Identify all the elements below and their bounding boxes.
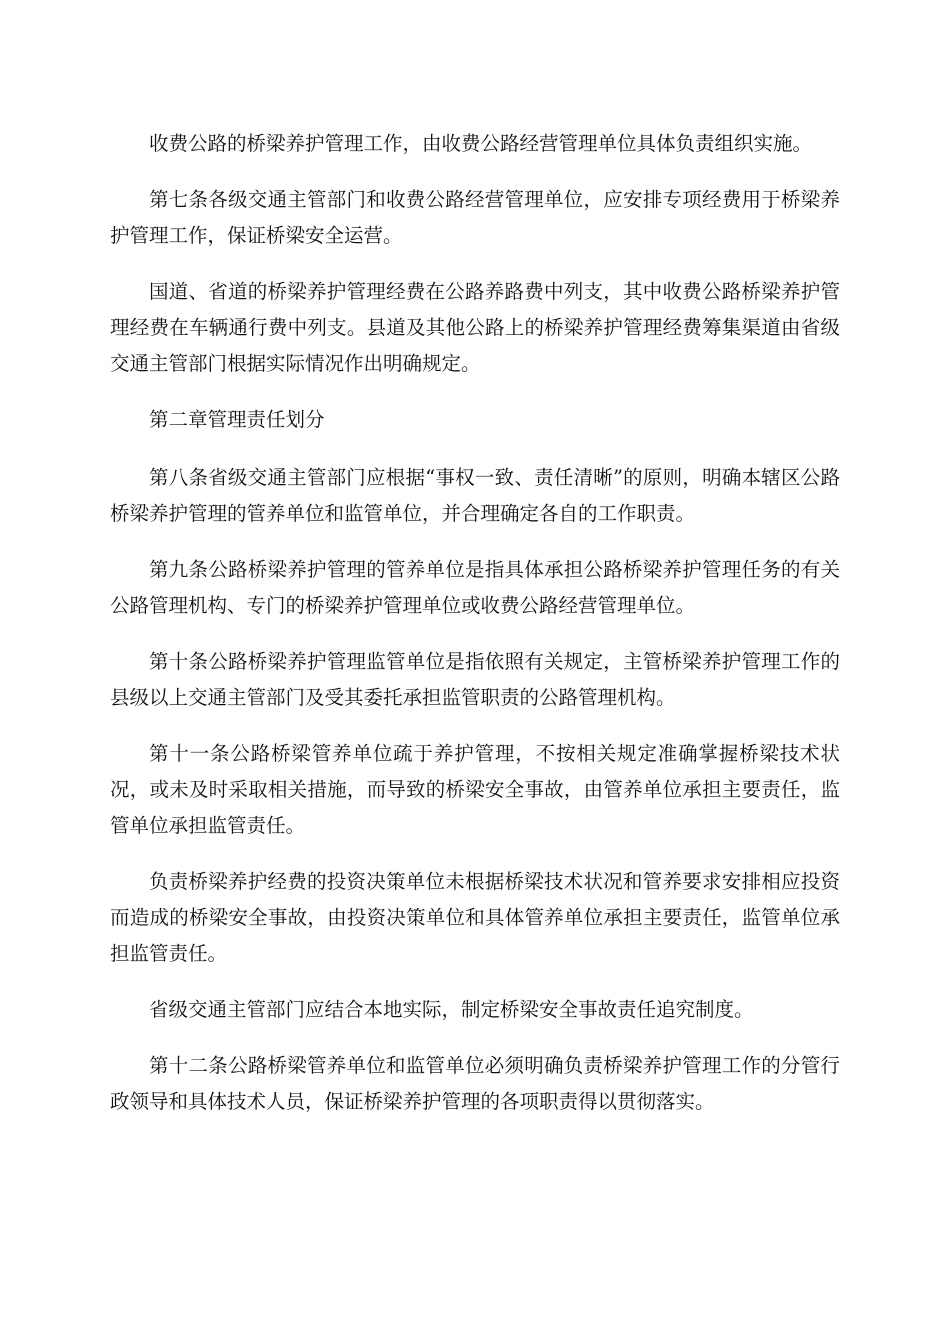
paragraph-article-8: 第八条省级交通主管部门应根据“事权一致、责任清晰”的原则，明确本辖区公路桥梁养护管理的管养单位和监管单位，并合理确定各自的工作职责。	[110, 466, 840, 525]
paragraph-article-11: 第十一条公路桥梁管养单位疏于养护管理，不按相关规定准确掌握桥梁技术状况，或未及时采取相关措施，而导致的桥梁安全事故，由管养单位承担主要责任，监管单位承担监管责任。	[110, 742, 840, 837]
paragraph-article-12: 第十二条公路桥梁管养单位和监管单位必须明确负责桥梁养护管理工作的分管行政领导和具体技术人员，保证桥梁养护管理的各项职责得以贯彻落实。	[110, 1054, 840, 1113]
paragraph-article-7: 第七条各级交通主管部门和收费公路经营管理单位，应安排专项经费用于桥梁养护管理工作，保证桥梁安全运营。	[110, 188, 840, 247]
paragraph-investment-responsibility: 负责桥梁养护经费的投资决策单位未根据桥梁技术状况和管养要求安排相应投资而造成的桥梁安全事故，由投资决策单位和具体管养单位承担主要责任，监管单位承担监管责任。	[110, 870, 840, 965]
paragraph-accountability-system: 省级交通主管部门应结合本地实际，制定桥梁安全事故责任追究制度。	[149, 998, 754, 1021]
document-body	[110, 126, 840, 1140]
chapter-heading-2: 第二章管理责任划分	[149, 408, 325, 431]
paragraph-toll-road-maintenance: 收费公路的桥梁养护管理工作，由收费公路经营管理单位具体负责组织实施。	[149, 132, 813, 155]
paragraph-article-10: 第十条公路桥梁养护管理监管单位是指依照有关规定，主管桥梁养护管理工作的县级以上交通主管部门及受其委托承担监管职责的公路管理机构。	[110, 650, 840, 709]
paragraph-funding-sources: 国道、省道的桥梁养护管理经费在公路养路费中列支，其中收费公路桥梁养护管理经费在车辆通行费中列支。县道及其他公路上的桥梁养护管理经费筹集渠道由省级交通主管部门根据实际情况作出明确规定。	[110, 280, 840, 375]
paragraph-article-9: 第九条公路桥梁养护管理的管养单位是指具体承担公路桥梁养护管理任务的有关公路管理机构、专门的桥梁养护管理单位或收费公路经营管理单位。	[110, 558, 840, 617]
